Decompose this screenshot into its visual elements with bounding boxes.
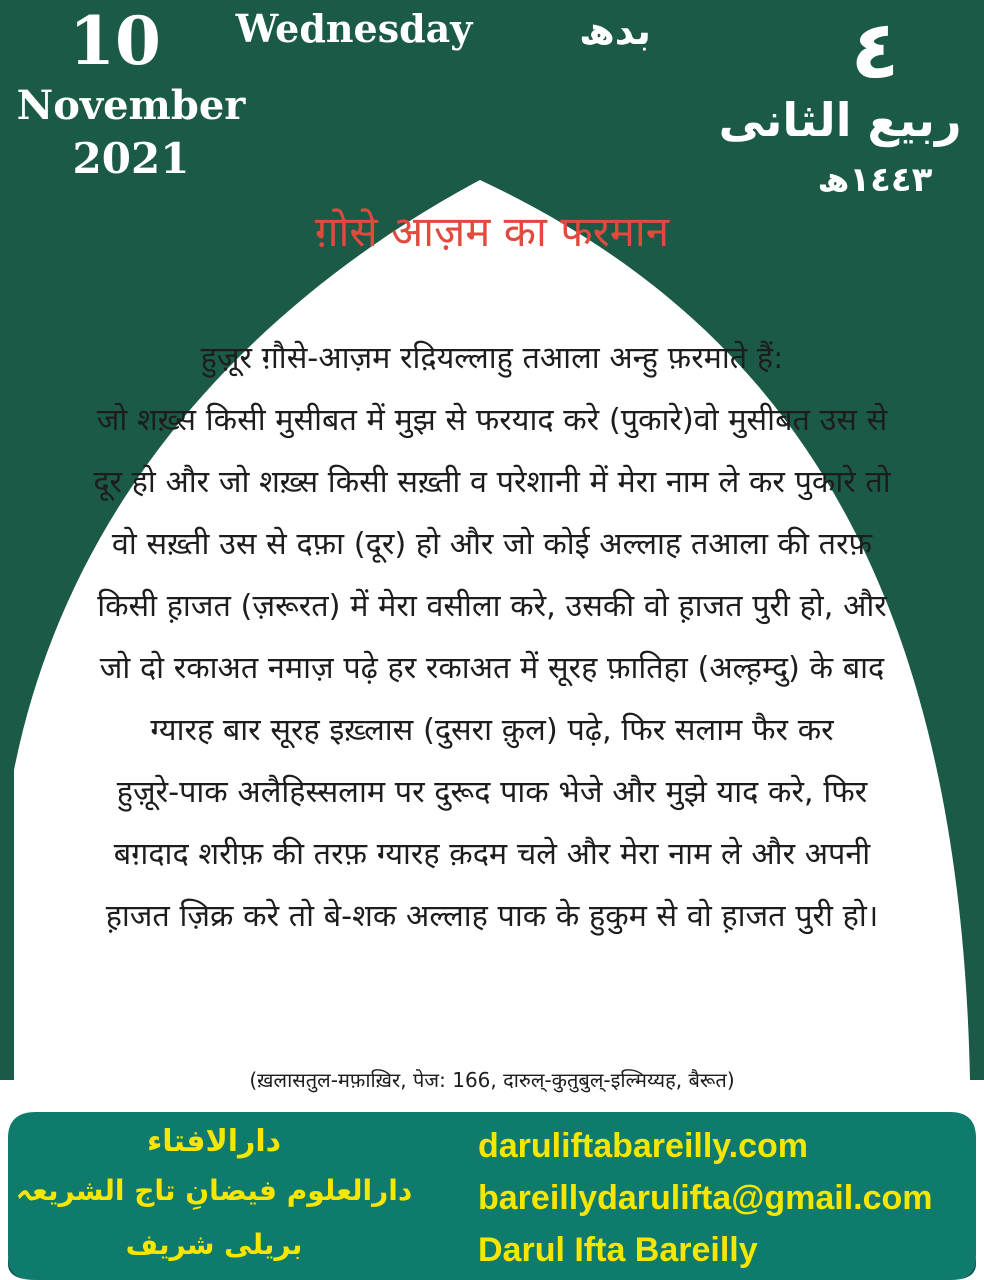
page-title: ग़ोसे आज़म का फरमान [314, 207, 670, 256]
weekday-english: Wednesday [235, 6, 473, 51]
footer-urdu-darulifta: دارالافتاء [146, 1124, 282, 1159]
quote-line: हुज़ूर ग़ौसे-आज़म रद़ियल्लाहु तआला अन्हु फ़रमाते हैं: [200, 341, 784, 376]
quote-line: दूर हो और जो शख़्स किसी सख़्ती व परेशानी में मेरा नाम ले कर पुकारे तो [93, 465, 891, 500]
footer-urdu-city: بریلی شریف [125, 1228, 303, 1261]
hijri-year: ١٤٤٣ھ [817, 160, 933, 200]
footer-website-link[interactable]: daruliftabareilly.com [478, 1127, 809, 1165]
quote-line: जो शख़्स किसी मुसीबत में मुझ से फरयाद करे (पुकारे)वो मुसीबत उस से [96, 403, 888, 438]
gregorian-year: 2021 [72, 134, 190, 183]
footer-email-link[interactable]: bareillydarulifta@gmail.com [478, 1179, 933, 1217]
reference-citation: (ख़लासतुल-मफ़ाख़िर, पेज: 166, दारुल्-कुतुबुल्-इल्मिय्यह, बैरूत) [249, 1068, 735, 1092]
gregorian-month: November [16, 82, 246, 129]
quote-line: हुज़ूरे-पाक अलैहिस्सलाम पर दुरूद पाक भेजे और मुझे याद करे, फिर [116, 775, 868, 810]
quote-body [14, 328, 970, 948]
gregorian-day: 10 [69, 2, 161, 80]
quote-line: किसी ह़ाजत (ज़रूरत) में मेरा वसीला करे, उसकी वो ह़ाजत पुरी हो, और [97, 589, 887, 624]
weekday-urdu: بدھ [579, 9, 651, 53]
quote-line: जो दो रकाअत नमाज़ पढ़े हर रकाअत में सूरह फ़ातिहा (अल्ह़म्दु) के बाद [99, 651, 885, 686]
quote-line: वो सख़्ती उस से दफ़ा (दूर) हो और जो कोई अल्लाह तआला की तरफ़ [111, 527, 873, 562]
quote-line: ह़ाजत ज़िक्र करे तो बे-शक अल्लाह पाक के हुकुम से वो ह़ाजत पुरी हो। [105, 899, 879, 934]
quote-line: बग़दाद शरीफ़ की तरफ़ ग्यारह क़दम चले और मेरा नाम ले और अपनी [113, 837, 871, 872]
footer-name: Darul Ifta Bareilly [478, 1231, 758, 1269]
hijri-month: ربیع الثانی [718, 93, 962, 147]
hijri-day: ٤ [850, 3, 900, 96]
footer-urdu-institute: دارالعلوم فیضانِ تاج الشریعہ [15, 1174, 413, 1207]
quote-line: ग्यारह बार सूरह इख़्लास (दुसरा क़ुल) पढ़े, फिर सलाम फैर कर [150, 713, 834, 748]
